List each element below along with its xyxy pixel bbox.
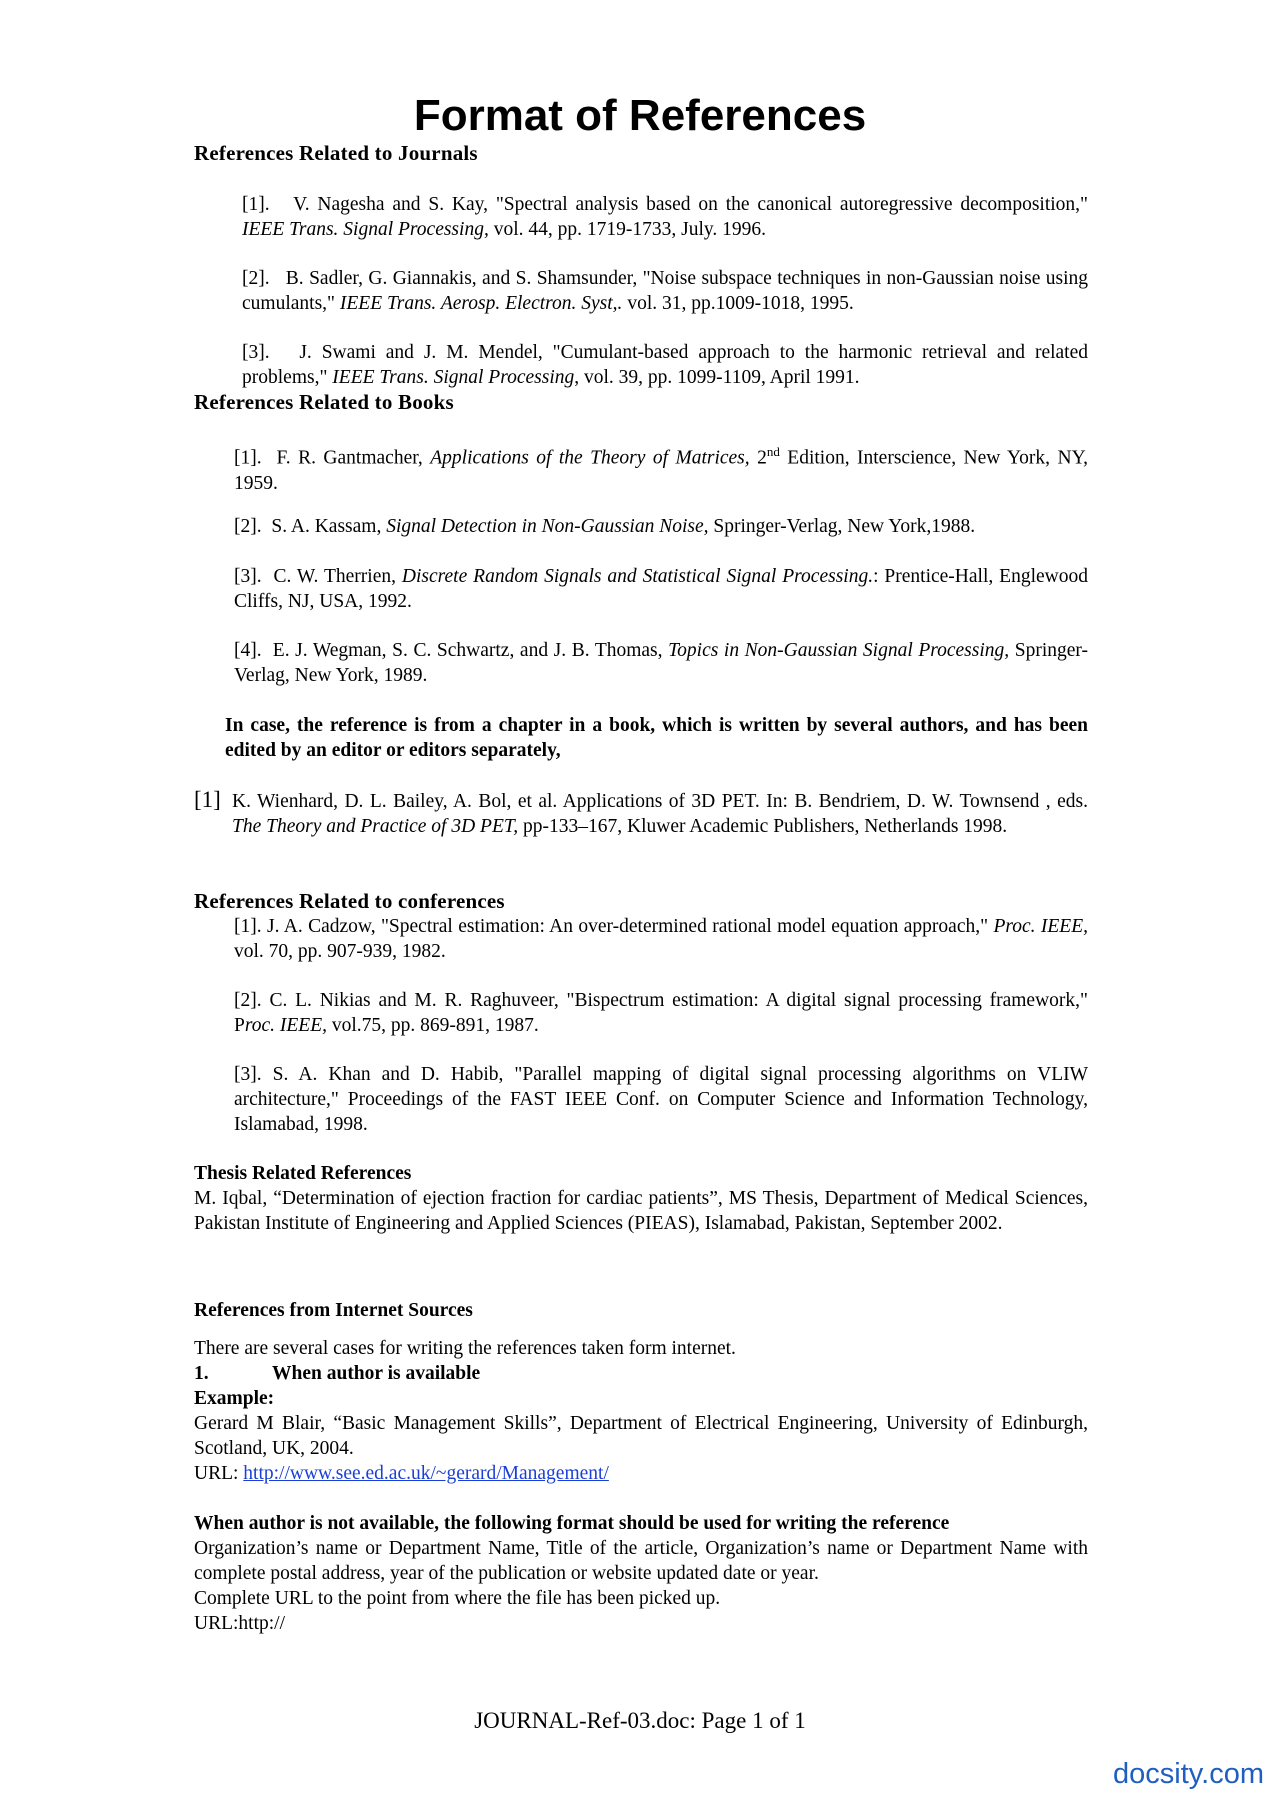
ref-text-tail: , vol. 39, pp. 1099-1109, April 1991. (574, 367, 860, 388)
book-ref-1 (234, 439, 1088, 496)
ref-number: [2]. (234, 516, 262, 537)
docsity-watermark[interactable]: docsity.com (1113, 1758, 1264, 1790)
ref-text-tail2: Edition, Interscience, New York, NY, 1959. (234, 447, 1089, 494)
ref-italic: Proc. IEEE, (993, 916, 1088, 937)
chapter-case-note: In case, the reference is from a chapter in a book, which is written by several authors, and has been edited by an editor or editors separately, (225, 715, 1088, 761)
ref-italic: IEEE Trans. Signal Processing (332, 367, 575, 388)
chapter-ref-1 (194, 789, 1088, 839)
thesis-heading: Thesis Related References (194, 1163, 412, 1184)
ref-number: [1]. (234, 916, 262, 937)
conferences-heading: References Related to conferences (194, 889, 505, 913)
case-author-available (194, 1361, 1088, 1386)
ref-italic: Applications of the Theory of Matrices, (430, 447, 750, 469)
ref-italic: The Theory and Practice of 3D PET, (232, 816, 519, 837)
ref-text: F. R. Gantmacher, (276, 447, 431, 469)
ref-text-tail: vol. 70, pp. 907-939, 1982. (234, 941, 446, 962)
ref-number: [1] (194, 787, 221, 812)
ref-superscript: nd (766, 444, 780, 459)
ref-text: E. J. Wegman, S. C. Schwartz, and J. B. Thomas, (272, 640, 669, 661)
case-label: When author is available (272, 1363, 481, 1384)
ref-italic: Discrete Random Signals and Statistical Signal Processing. (401, 566, 874, 587)
ref-number: [2]. (234, 990, 262, 1011)
ref-italic: IEEE Trans. Aerosp. Electron. Syst,. (339, 293, 623, 314)
book-ref-4 (234, 638, 1088, 688)
url-line (194, 1461, 1088, 1486)
example-label: Example: (194, 1388, 275, 1409)
ref-text: S. A. Kassam, (271, 516, 387, 537)
ref-text-tail: 2 (749, 447, 767, 469)
ref-italic: IEEE Trans. Signal Processing, (242, 219, 489, 240)
ref-italic: Signal Detection in Non-Gaussian Noise, (386, 516, 709, 537)
ref-number: [3]. (242, 342, 270, 363)
ref-italic: roc. IEEE, (244, 1015, 327, 1036)
page-footer: JOURNAL-Ref-03.doc: Page 1 of 1 (474, 1708, 806, 1733)
ref-text-tail: pp-133–167, Kluwer Academic Publishers, Netherlands 1998. (518, 816, 1008, 837)
ref-text: V. Nagesha and S. Kay, "Spectral analysis based on the canonical autoregressive decomposition," (293, 194, 1088, 215)
ref-number: [3]. (234, 1064, 262, 1085)
journal-ref-1 (194, 192, 1088, 242)
journal-ref-3 (194, 340, 1088, 390)
ref-text: C. W. Therrien, (273, 566, 402, 587)
ref-number: [1]. (234, 447, 262, 469)
ref-text-tail: Springer-Verlag, New York, 1989. (234, 640, 1088, 686)
internet-intro: There are several cases for writing the references taken form internet. (194, 1338, 736, 1359)
books-heading: References Related to Books (194, 390, 454, 414)
no-author-format: Organization’s name or Department Name, Title of the article, Organization’s name or Department Name with complete postal address, year of the publication or website updated date or year. (194, 1538, 1088, 1584)
journals-heading: References Related to Journals (194, 141, 478, 165)
ref-text-tail: vol.75, pp. 869-891, 1987. (326, 1015, 539, 1036)
no-author-url-note: Complete URL to the point from where the file has been picked up. (194, 1588, 721, 1609)
ref-number: [1]. (242, 194, 270, 215)
conference-ref-2 (234, 988, 1088, 1038)
internet-heading: References from Internet Sources (194, 1300, 473, 1321)
no-author-url: URL:http:// (194, 1613, 286, 1634)
conference-ref-3 (234, 1062, 1088, 1137)
page-title: Format of References (413, 91, 867, 140)
ref-text: B. Sadler, G. Giannakis, and S. Shamsunder, "Noise subspace techniques in non-Gaussian noise using cumulants," (242, 268, 1088, 314)
ref-number: [4]. (234, 640, 262, 661)
example-ref: Gerard M Blair, “Basic Management Skills”, Department of Electrical Engineering, University of Edinburgh, Scotland, UK, 2004. (194, 1413, 1088, 1459)
journal-ref-2 (194, 266, 1088, 316)
ref-number: [2]. (242, 268, 270, 289)
ref-text: C. L. Nikias and M. R. Raghuveer, "Bispectrum estimation: A digital signal processing framework," P (234, 990, 1089, 1036)
thesis-ref: M. Iqbal, “Determination of ejection fraction for cardiac patients”, MS Thesis, Department of Medical Sciences, Pakistan Institute of Engineering and Applied Sciences (PIEAS), Islamabad, Pakistan, September 2002. (194, 1188, 1088, 1234)
ref-italic: Topics in Non-Gaussian Signal Processing, (668, 640, 1010, 661)
ref-text-tail: Springer-Verlag, New York,1988. (708, 516, 976, 537)
ref-text: K. Wienhard, D. L. Bailey, A. Bol, et al. Applications of 3D PET. In: B. Bendriem, D. W. Townsend , eds. (232, 791, 1088, 812)
no-author-heading: When author is not available, the following format should be used for writing the reference (194, 1513, 950, 1534)
case-number: 1. (194, 1363, 209, 1384)
ref-text: S. A. Khan and D. Habib, "Parallel mapping of digital signal processing algorithms on VLIW architecture," Proceedings of the FAST IEEE Conf. on Computer Science and Information Technology, Islamabad, 1998. (234, 1064, 1089, 1135)
ref-text-tail: vol. 31, pp.1009-1018, 1995. (622, 293, 854, 314)
management-url-link[interactable]: http://www.see.ed.ac.uk/~gerard/Management/ (243, 1463, 609, 1484)
conference-ref-1 (234, 914, 1088, 964)
book-ref-3 (234, 564, 1088, 614)
ref-text: J. A. Cadzow, "Spectral estimation: An over-determined rational model equation approach," (267, 916, 994, 937)
ref-number: [3]. (234, 566, 262, 587)
ref-text-tail: : Prentice-Hall, Englewood Cliffs, NJ, USA, 1992. (234, 566, 1088, 612)
book-ref-2 (234, 514, 1088, 539)
url-label: URL: (194, 1463, 244, 1484)
ref-text: J. Swami and J. M. Mendel, "Cumulant-based approach to the harmonic retrieval and related problems," (242, 342, 1089, 388)
ref-text-tail: vol. 44, pp. 1719-1733, July. 1996. (488, 219, 766, 240)
